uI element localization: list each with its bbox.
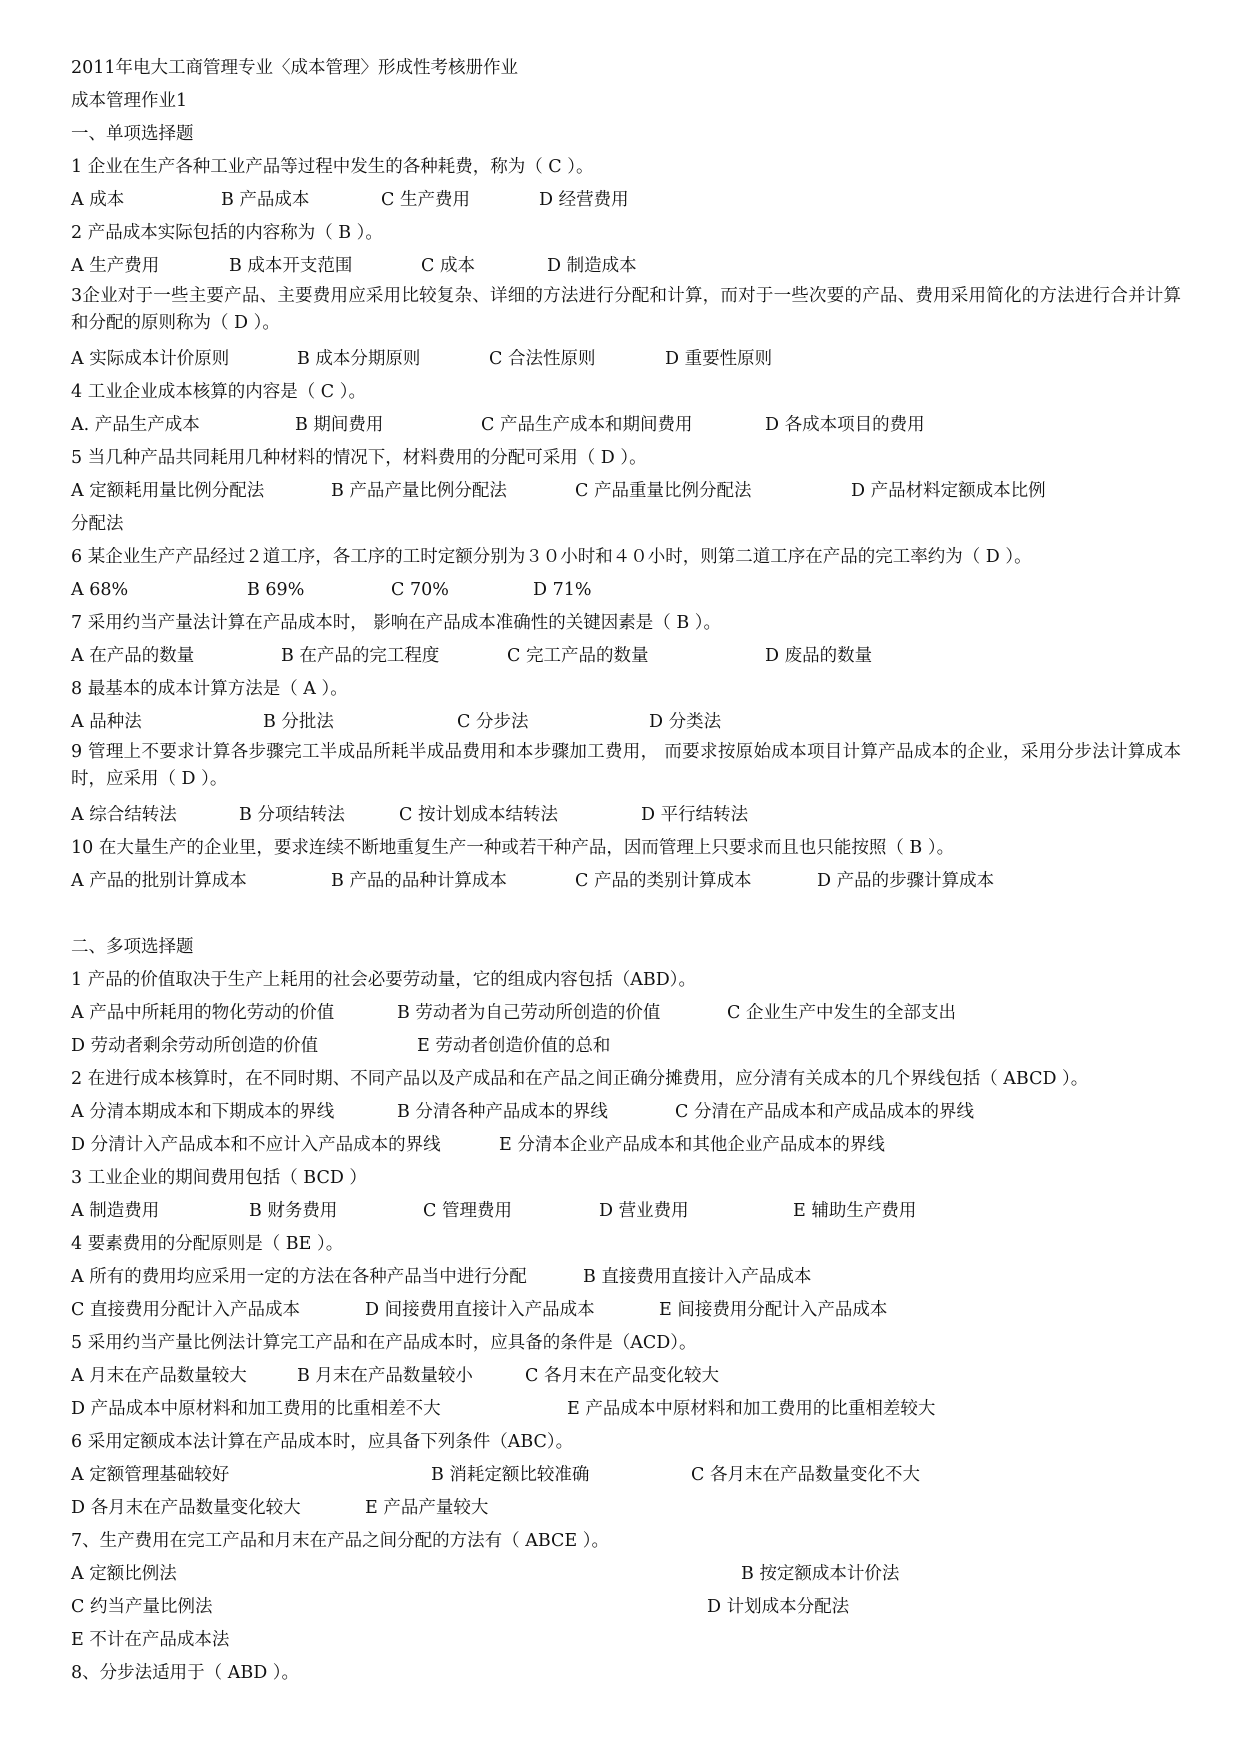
option-b: B 月末在产品数量较小 xyxy=(297,1366,473,1386)
s1-q1-options xyxy=(71,184,1181,217)
option-c: C 各月末在产品变化较大 xyxy=(525,1366,719,1386)
s1-q9-options xyxy=(71,799,1181,832)
s1-q7-options xyxy=(71,640,1181,673)
option-c: C 分步法 xyxy=(457,712,529,732)
option-d: D 分清计入产品成本和不应计入产品成本的界线 xyxy=(71,1135,441,1155)
s2-question-7: 7、生产费用在完工产品和月末在产品之间分配的方法有（ ABCE ）。 xyxy=(71,1531,609,1551)
option-d: D 71% xyxy=(533,580,592,600)
option-b: B 成本分期原则 xyxy=(297,349,421,369)
option-d: D 产品材料定额成本比例 xyxy=(851,481,1046,501)
s1-question-4: 4 工业企业成本核算的内容是（ C ）。 xyxy=(71,382,366,402)
option-c: C 产品生产成本和期间费用 xyxy=(481,415,693,435)
option-c: C 生产费用 xyxy=(381,190,470,210)
s2-q2-options-row2 xyxy=(71,1129,1181,1162)
s2-q3-options xyxy=(71,1195,1181,1228)
option-d: D 产品成本中原材料和加工费用的比重相差不大 xyxy=(71,1399,441,1419)
assignment-title: 成本管理作业1 xyxy=(71,91,188,111)
s2-question-4: 4 要素费用的分配原则是（ BE ）。 xyxy=(71,1234,344,1254)
option-c: C 企业生产中发生的全部支出 xyxy=(727,1003,956,1023)
option-a: A 综合结转法 xyxy=(71,805,177,825)
option-d: D 营业费用 xyxy=(599,1201,689,1221)
option-d: D 分类法 xyxy=(649,712,722,732)
s2-q6-options-row2 xyxy=(71,1492,1181,1525)
option-b: B 劳动者为自己劳动所创造的价值 xyxy=(397,1003,661,1023)
document-page xyxy=(71,52,1181,1690)
s2-question-1: 1 产品的价值取决于生产上耗用的社会必要劳动量，它的组成内容包括（ABD）。 xyxy=(71,970,696,990)
option-b: B 消耗定额比较准确 xyxy=(431,1465,590,1485)
option-b: B 产品产量比例分配法 xyxy=(331,481,507,501)
s1-q3-options xyxy=(71,343,1181,376)
option-c: C 产品重量比例分配法 xyxy=(575,481,752,501)
option-a: A 定额管理基础较好 xyxy=(71,1465,230,1485)
s2-question-8: 8、分步法适用于（ ABD ）。 xyxy=(71,1663,300,1683)
option-d: D 计划成本分配法 xyxy=(707,1597,850,1617)
option-e: E 产品产量较大 xyxy=(365,1498,489,1518)
option-b: B 产品的品种计算成本 xyxy=(331,871,507,891)
s1-question-6: 6 某企业生产产品经过２道工序，各工序的工时定额分别为３０小时和４０小时，则第二道工序在产品的完工率约为（ D ）。 xyxy=(71,547,1032,567)
option-c: C 分清在产品成本和产成品成本的界线 xyxy=(675,1102,974,1122)
s1-question-2: 2 产品成本实际包括的内容称为（ B ）。 xyxy=(71,223,383,243)
option-c: C 成本 xyxy=(421,256,475,276)
option-b: B 直接费用直接计入产品成本 xyxy=(583,1267,812,1287)
option-b: B 分项结转法 xyxy=(239,805,345,825)
option-b: B 期间费用 xyxy=(295,415,384,435)
s2-q4-options-row1 xyxy=(71,1261,1181,1294)
option-a: A 所有的费用均应采用一定的方法在各种产品当中进行分配 xyxy=(71,1267,527,1287)
option-a: A 产品的批别计算成本 xyxy=(71,871,247,891)
option-a: A 定额耗用量比例分配法 xyxy=(71,481,265,501)
option-a: A 68% xyxy=(71,580,129,600)
option-c: C 管理费用 xyxy=(423,1201,512,1221)
option-e: E 间接费用分配计入产品成本 xyxy=(659,1300,888,1320)
s1-question-1: 1 企业在生产各种工业产品等过程中发生的各种耗费，称为（ C ）。 xyxy=(71,157,594,177)
s2-q1-options-row2 xyxy=(71,1030,1181,1063)
s1-question-8: 8 最基本的成本计算方法是（ A ）。 xyxy=(71,679,348,699)
s1-q10-options xyxy=(71,865,1181,898)
option-a: A 品种法 xyxy=(71,712,142,732)
option-b: B 按定额成本计价法 xyxy=(741,1564,900,1584)
s1-question-7: 7 采用约当产量法计算在产品成本时， 影响在产品成本准确性的关键因素是（ B ）。 xyxy=(71,613,721,633)
option-e: E 分清本企业产品成本和其他企业产品成本的界线 xyxy=(499,1135,885,1155)
option-a: A 成本 xyxy=(71,190,125,210)
option-a: A 制造费用 xyxy=(71,1201,160,1221)
option-d: D 劳动者剩余劳动所创造的价值 xyxy=(71,1036,319,1056)
option-e: E 劳动者创造价值的总和 xyxy=(417,1036,611,1056)
option-a: A 生产费用 xyxy=(71,256,160,276)
option-b: B 分批法 xyxy=(263,712,334,732)
option-d: D 平行结转法 xyxy=(641,805,749,825)
option-c: C 合法性原则 xyxy=(489,349,596,369)
option-c: C 按计划成本结转法 xyxy=(399,805,558,825)
option-a: A 实际成本计价原则 xyxy=(71,349,230,369)
s2-q2-options-row1 xyxy=(71,1096,1181,1129)
section1-title: 一、单项选择题 xyxy=(71,124,194,144)
option-a: A. 产品生产成本 xyxy=(71,415,200,435)
s1-question-9: 9 管理上不要求计算各步骤完工半成品所耗半成品费用和本步骤加工费用， 而要求按原始成本项目计算产品成本的企业，采用分步法计算成本时，应采用（ D ）。 xyxy=(71,742,1181,789)
option-c: C 70% xyxy=(391,580,449,600)
s2-q4-options-row2 xyxy=(71,1294,1181,1327)
s2-question-6: 6 采用定额成本法计算在产品成本时，应具备下列条件（ABC）。 xyxy=(71,1432,574,1452)
option-c: C 约当产量比例法 xyxy=(71,1597,213,1617)
s1-q8-options xyxy=(71,706,1181,739)
s2-q6-options-row1 xyxy=(71,1459,1181,1492)
option-d: D 制造成本 xyxy=(547,256,637,276)
option-a: A 产品中所耗用的物化劳动的价值 xyxy=(71,1003,335,1023)
option-e: E 辅助生产费用 xyxy=(793,1201,917,1221)
doc-title: 2011年电大工商管理专业〈成本管理〉形成性考核册作业 xyxy=(71,58,519,78)
s2-question-3: 3 工业企业的期间费用包括（ BCD ） xyxy=(71,1168,367,1188)
s1-q2-options xyxy=(71,250,1181,283)
option-d: D 产品的步骤计算成本 xyxy=(817,871,995,891)
option-c: C 产品的类别计算成本 xyxy=(575,871,752,891)
section-spacer xyxy=(71,898,1181,931)
option-a: A 分清本期成本和下期成本的界线 xyxy=(71,1102,335,1122)
option-c: C 直接费用分配计入产品成本 xyxy=(71,1300,300,1320)
option-a: A 月末在产品数量较大 xyxy=(71,1366,247,1386)
s1-q5-options xyxy=(71,475,1181,508)
option-d: D 重要性原则 xyxy=(665,349,773,369)
option-a: A 定额比例法 xyxy=(71,1564,177,1584)
option-d: D 经营费用 xyxy=(539,190,629,210)
s1-question-10: 10 在大量生产的企业里，要求连续不断地重复生产一种或若干种产品，因而管理上只要求而且也只能按照（ B ）。 xyxy=(71,838,955,858)
s2-question-5: 5 采用约当产量比例法计算完工产品和在产品成本时，应具备的条件是（ACD）。 xyxy=(71,1333,697,1353)
s2-q7-option-e: E 不计在产品成本法 xyxy=(71,1630,230,1650)
section2-title: 二、多项选择题 xyxy=(71,937,194,957)
s1-q6-options xyxy=(71,574,1181,607)
s2-q5-options-row1 xyxy=(71,1360,1181,1393)
option-d: D 废品的数量 xyxy=(765,646,873,666)
option-b: B 财务费用 xyxy=(249,1201,338,1221)
s1-q4-options xyxy=(71,409,1181,442)
option-a: A 在产品的数量 xyxy=(71,646,195,666)
s2-q5-options-row2 xyxy=(71,1393,1181,1426)
option-d: D 各月末在产品数量变化较大 xyxy=(71,1498,301,1518)
s1-question-3: 3企业对于一些主要产品、主要费用应采用比较复杂、详细的方法进行分配和计算，而对于一些次要的产品、费用采用简化的方法进行合并计算和分配的原则称为（ D ）。 xyxy=(71,286,1181,333)
s2-q1-options-row1 xyxy=(71,997,1181,1030)
option-d: D 间接费用直接计入产品成本 xyxy=(365,1300,595,1320)
option-b: B 69% xyxy=(247,580,305,600)
s2-q7-options-row2 xyxy=(71,1591,1181,1624)
option-c: C 各月末在产品数量变化不大 xyxy=(691,1465,920,1485)
option-b: B 成本开支范围 xyxy=(229,256,353,276)
s1-q5-option-d-continuation: 分配法 xyxy=(71,514,124,534)
option-b: B 分清各种产品成本的界线 xyxy=(397,1102,608,1122)
s1-question-5: 5 当几种产品共同耗用几种材料的情况下，材料费用的分配可采用（ D ）。 xyxy=(71,448,647,468)
option-e: E 产品成本中原材料和加工费用的比重相差较大 xyxy=(567,1399,936,1419)
option-b: B 产品成本 xyxy=(221,190,310,210)
s2-question-2: 2 在进行成本核算时，在不同时期、不同产品以及产成品和在产品之间正确分摊费用，应分清有关成本的几个界线包括（ ABCD ）。 xyxy=(71,1069,1089,1089)
option-c: C 完工产品的数量 xyxy=(507,646,649,666)
option-b: B 在产品的完工程度 xyxy=(281,646,440,666)
s2-q7-options-row1 xyxy=(71,1558,1181,1591)
option-d: D 各成本项目的费用 xyxy=(765,415,925,435)
